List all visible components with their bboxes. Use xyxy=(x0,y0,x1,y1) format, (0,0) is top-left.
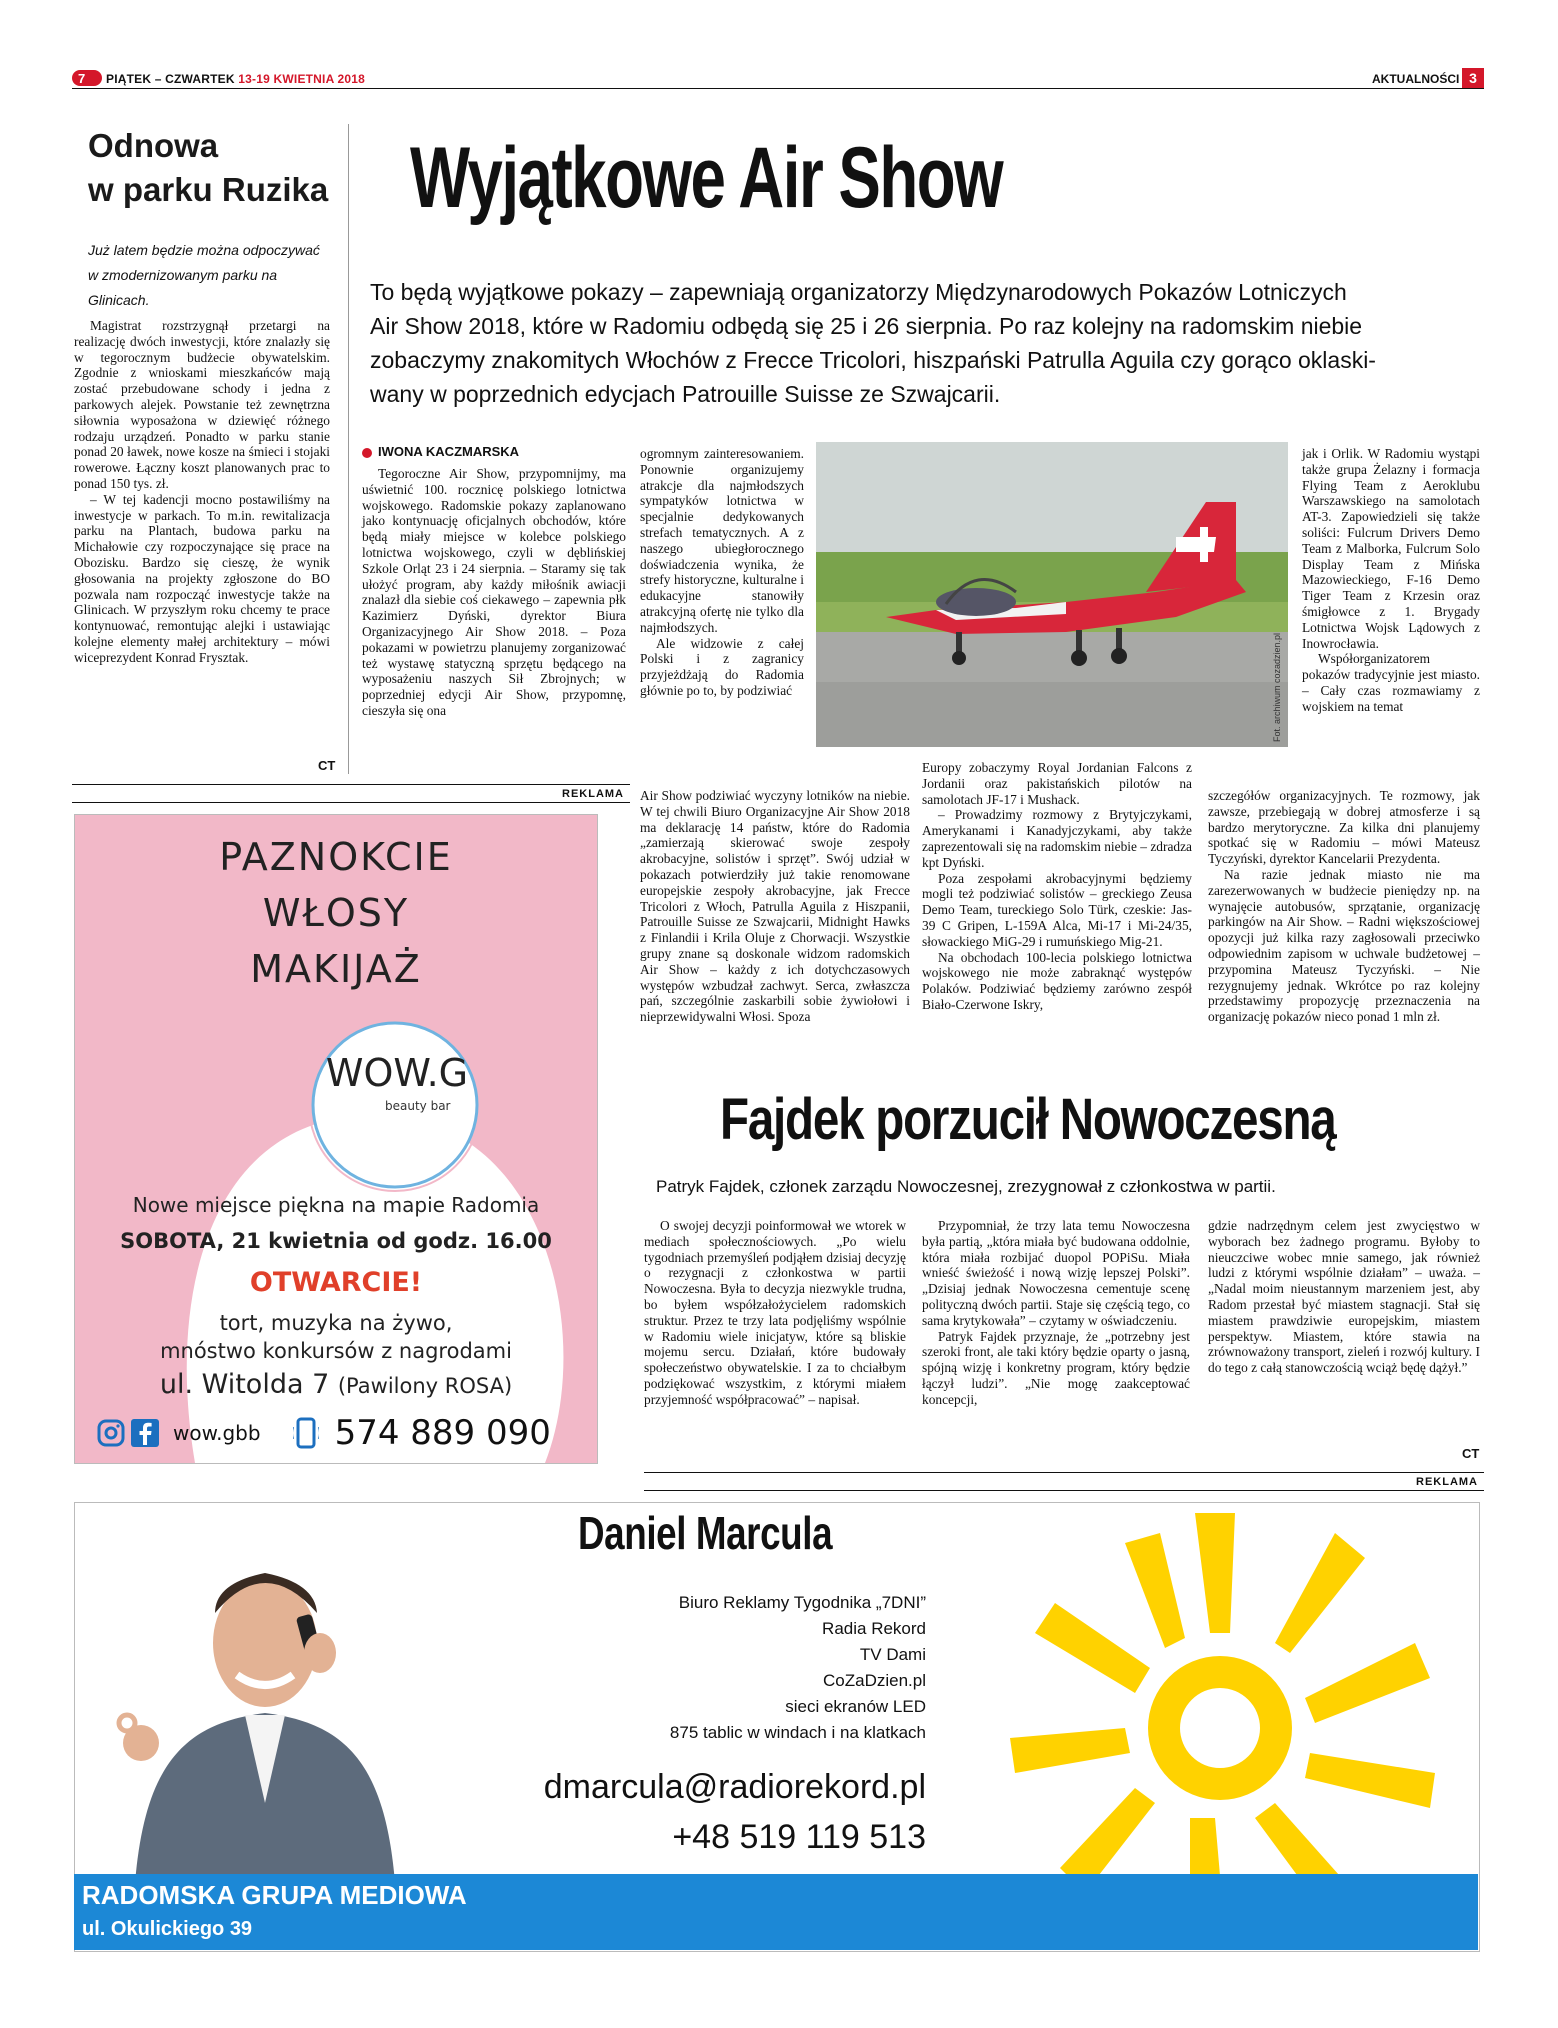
ad-contact-row xyxy=(97,1413,551,1453)
ad-service-item: TV Dami xyxy=(859,1645,926,1664)
paragraph: Na obchodach 100-lecia polskiego lotnictwa wojskowego nie może zabraknąć występów Polaków. Podziwiać będziemy zarówno zespół Biało-Czerwone Iskry, xyxy=(922,949,1192,1012)
facebook-icon xyxy=(131,1419,159,1447)
ad-service-item: CoZaDzien.pl xyxy=(823,1671,926,1690)
paragraph: szczegółów organizacyjnych. Te rozmowy, jak zawsze, przebiegają w dobrej atmosferze i są bardzo merytoryczne. Za kilka dni planujemy spotkać się w Radomiu – mówi Mateusz Tyczyński, dyrektor Kancelarii Prezydenta. xyxy=(1208,788,1480,867)
section-name: AKTUALNOŚCI xyxy=(1372,72,1460,86)
main-col1 xyxy=(362,466,626,719)
paragraph: ogromnym zainteresowaniem. Ponownie organizujemy atrakcje dla najmłodszych sympatyków lotnictwa w specjalnie dedykowanych strefach tematycznych. A z naszego ubiegłorocznego doświadczenia wynika, że strefy historyczne, kulturalne i edukacyjne stanowiły atrakcyjną ofertę nie tylko dla najmłodszych. xyxy=(640,446,804,635)
paragraph: Poza zespołami akrobacyjnymi będziemy mogli też podziwiać solistów – greckiego Zeusa Demo Team, tureckiego Solo Türk, czeskie: Jas-39 C Gripen, L-159A Alca, Mi-17 i Mi-24/35, słowackiego MiG-29 i rumuńskiego Mig-21. xyxy=(922,870,1192,949)
phone-icon xyxy=(293,1417,319,1449)
issue-dates: 13-19 KWIETNIA 2018 xyxy=(238,72,366,86)
second-lead: Patryk Fajdek, członek zarządu Nowoczesnej, zrezygnował z członkostwa w partii. xyxy=(656,1177,1276,1196)
ad-opening: OTWARCIE! xyxy=(249,1267,423,1298)
svg-text:7: 7 xyxy=(78,71,86,86)
ad-services-list xyxy=(670,1590,926,1746)
author-name: IWONA KACZMARSKA xyxy=(378,444,520,459)
ad-service-item: 875 tablic w windach i na klatkach xyxy=(669,1723,926,1742)
paragraph: – W tej kadencji mocno postawiliśmy na inwestycje w parkach. To m.in. rewitalizacja parku na Plantach, budowa parku na Michałowie czy rozpoczynające się prace na Obozisku. Bardzo się cieszę, że wynik głosowania na projekty zgłoszone do BO pozwala nam rozpocząć inwestycje także na Glinicach. W przyszłym roku chcemy te prace kontynuować, remontując alejki i ustawiając kolejne elementy małej architektury – mówi wiceprezydent Konrad Frysztak. xyxy=(74,491,330,665)
main-lead xyxy=(370,275,1458,411)
second-col2 xyxy=(922,1218,1190,1408)
lead-line: wany w poprzednich edycjach Patrouille Suisse ze Szwajcarii. xyxy=(370,381,1001,407)
ad-company-name: RADOMSKA GRUPA MEDIOWA xyxy=(82,1880,467,1910)
main-headline: Wyjątkowe Air Show xyxy=(410,130,1003,226)
jet-photo xyxy=(816,442,1288,747)
left-title-line2: w parku Ruzika xyxy=(88,171,329,208)
left-story-signature: CT xyxy=(318,758,336,773)
left-story-body xyxy=(74,318,330,666)
main-col4b xyxy=(1208,788,1480,1025)
lead-line: To będą wyjątkowe pokazy – zapewniają organizatorzy Międzynarodowych Pokazów Lotniczych xyxy=(370,279,1347,305)
left-title-line1: Odnowa xyxy=(88,127,219,164)
ad-social-handle: wow.gbb xyxy=(173,1421,261,1445)
ad-service-nails: PAZNOKCIE xyxy=(219,835,453,879)
lead-line: Air Show 2018, które w Radomiu odbędą się 25 i 26 sierpnia. Po raz kolejny na radomskim niebie xyxy=(370,313,1363,339)
main-col4a xyxy=(1302,446,1480,715)
paragraph: gdzie nadrzędnym celem jest zwycięstwo w wyborach bez żadnego programu. Byłoby to nieuczciwe wobec mnie samego, jak również ludzi z którymi wspólnie działam” – uważa. – „Nadal moim nieustannym marzeniem jest, aby Radom przestał być miastem stagnacji. Stał się miastem prawdziwie europejskim, miastem perspektyw. Miastem, które stawia na zrównoważony transport, zieleń i rozwój kultury. I do tego z całą stanowczością wciąż będę dążył.” xyxy=(1208,1218,1480,1376)
photo-credit: Fot. archiwum cozadzien.pl xyxy=(1272,632,1282,742)
left-lead-line2: w zmodernizowanym parku na Glinicach. xyxy=(88,267,278,308)
paragraph: Przypomniał, że trzy lata temu Nowoczesna była partią, „która miała być budowana oddolnie, która miała rozbijać duopol POPiSu. Miała wnieść świeżość i nową wizję lepszej Polski”. „Dzisiaj jednak Nowoczesna cementuje scenę polityczną dwóch partii. Staje się częścią tego, co sama krytykowała” – czytamy w oświadczeniu. xyxy=(922,1218,1190,1328)
sun-graphic xyxy=(1010,1513,1435,1933)
lead-line: zobaczymy znakomitych Włochów z Frecce Tricolori, hiszpański Patrulla Aguila czy gorąco oklaski- xyxy=(370,347,1376,373)
paragraph: Tegoroczne Air Show, przypomnijmy, ma uświetnić 100. rocznicę polskiego lotnictwa wojskowego. Radomskie pokazy zaplanowano jako kontynuację oficjalnych obchodów, które będą miały miejsce w kolebce polskiego lotnictwa wojskowego, czyli w dęblińskiej Szkole Orląt 23 i 24 sierpnia. – Staramy się tak ułożyć program, aby każdy miłośnik awiacji znalazł dla siebie coś ciekawego – zapewnia płk Kazimierz Dyński, dyrektor Biura Organizacyjnego Air Show 2018. – Poza pokazami w powietrzu planujemy zorganizować też wystawę statyczną sprzętu będącego na wyposażeniu naszych Sił Zbrojnych; w poprzedniej edycji Air Show, przypomnę, cieszyła się ona xyxy=(362,466,626,718)
beauty-bar-ad xyxy=(74,814,598,1464)
main-col2 xyxy=(640,446,804,699)
paragraph: Europy zobaczymy Royal Jordanian Falcons z Jordanii oraz pakistańskich pilotów na samolotach JF-17 i Mushack. xyxy=(922,760,1192,807)
newspaper-logo-icon xyxy=(72,70,102,86)
ad-company-bar xyxy=(74,1874,1478,1950)
ad-brand-sub: beauty bar xyxy=(385,1099,451,1113)
second-story-signature: CT xyxy=(1462,1446,1480,1461)
ad-service-item: sieci ekranów LED xyxy=(785,1697,926,1716)
paragraph: – Prowadzimy rozmowy z Brytyjczykami, Amerykanami i Kanadyjczykami, aby także zaprezentowali się na radomskim niebie – zdradza kpt Dyński. xyxy=(922,807,1192,870)
ad-service-item: Radia Rekord xyxy=(822,1619,926,1638)
paragraph: Patryk Fajdek przyznaje, że „potrzebny jest szeroki front, ale taki który będzie oparty o jasną, spójną wizję i konkretny program, który będzie łączył ludzi”. „Nie mogę zaakceptować koncepcji, xyxy=(922,1328,1190,1407)
second-headline: Fajdek porzucił Nowoczesną xyxy=(720,1087,1336,1152)
ad-brand-logo: WOW.G xyxy=(325,1051,469,1095)
paragraph: Ale widzowie z całej Polski i z zagranicy przyjeżdżają do Radomia głównie po to, by podziwiać xyxy=(640,635,804,698)
ad-event-date: SOBOTA, 21 kwietnia od godz. 16.00 xyxy=(120,1229,552,1253)
instagram-icon xyxy=(97,1419,125,1447)
paragraph: Air Show podziwiać wyczyny lotników na niebie. W tej chwili Biuro Organizacyjne Air Show 2018 ma deklarację 14 państw, które do Radomia „zamierzają skierować swoje zespoły akrobacyjne, solistów i sprzęt”. Swój udział w pokazach potwierdziły już takie renomowane europejskie zespoły akrobacyjne, jak Frecce Tricolori z Włoch, Patrulla Aguila z Hiszpanii, Patrouille Suisse ze Szwajcarii, Midnight Hawks z Finlandii i Krila Oluje z Chorwacji. Wszystkie grupy znane są doskonale widzom radomskich Air Show – każdy z ich dotychczasowych występów wzbudzał zachwyt. Serca, zwłaszcza pań, szczególnie zaskarbili sobie żywiołowi i nieprzewidywalni Włosi. Spoza xyxy=(640,788,910,1025)
main-col2b xyxy=(640,788,910,1025)
left-lead-line1: Już latem będzie można odpoczywać xyxy=(88,242,320,258)
page-number: 3 xyxy=(1462,68,1484,88)
ad-service-makeup: MAKIJAŻ xyxy=(250,947,422,991)
author-byline xyxy=(362,444,519,459)
ad-person-name: Daniel Marcula xyxy=(578,1507,833,1559)
paragraph: O swojej decyzji poinformował we wtorek w mediach społecznościowych. „Po wielu tygodniach przemyśleń podjąłem dzisiaj decyzję o rezygnacji z członkostwa w partii Nowoczesna. Była to decyzja niezwykle trudna, bo byłem współzałożycielem radomskich struktur. Przez te trzy lata podjęliśmy wspólnie w Radomiu wiele inicjatyw, które są bliskie mojemu sercu. Działań, które budowały społeczeństwo obywatelskie. I za to chciałbym podziękować wszystkim, z którymi miałem przyjemność współpracować” – napisał. xyxy=(644,1218,906,1407)
ad-address-note: (Pawilony ROSA) xyxy=(337,1374,513,1398)
ad-phone-number: +48 519 119 513 xyxy=(672,1818,926,1856)
ad-email: dmarcula@radiorekord.pl xyxy=(543,1768,926,1806)
bullet-icon xyxy=(362,448,372,458)
left-story-title xyxy=(88,124,338,212)
reklama-label: REKLAMA xyxy=(1416,1476,1478,1488)
reklama-label: REKLAMA xyxy=(562,788,624,800)
ad-extras-1: tort, muzyka na żywo, xyxy=(219,1311,453,1335)
ad-company-address: ul. Okulickiego 39 xyxy=(82,1918,253,1940)
ad-extras-2: mnóstwo konkursów z nagrodami xyxy=(160,1339,512,1363)
paragraph: Współorganizatorem pokazów tradycyjnie jest miasto. – Cały czas rozmawiamy z wojskiem na temat xyxy=(1302,651,1480,714)
paragraph: Magistrat rozstrzygnął przetargi na realizację dwóch inwestycji, które znalazły się w tegorocznym budżecie obywatelskim. Zgodnie z wnioskami mieszkańców mają zostać przebudowane schody i jedna z parkowych alejek. Powstanie też zewnętrzna siłownia wyposażona w dziewięć różnego rodzaju urządzeń. Ponadto w parku stanie ponad 20 ławek, nowe kosze na śmieci i stojaki rowerowe. Łączny koszt planowanych prac to ponad 150 tys. zł. xyxy=(74,318,330,491)
person-photo xyxy=(119,1573,395,1883)
ad-address xyxy=(75,1369,597,1400)
paragraph: Na razie jednak miasto nie ma zarezerwowanych w budżecie pieniędzy np. na wynajęcie autobusów, sprzątanie, organizację parkingów na Air Show. – Radni większościowej opozycji już kilka razy zagłosowali przeciwko odpowiednim zapisom w uchwale budżetowej – przypomina Mateusz Tyczyński. – Nie rezygnujemy jednak. Wkrótce po raz kolejny przedstawimy propozycję przeznaczenia na organizację pokazów nieco ponad 1 mln zł. xyxy=(1208,866,1480,1025)
ad-phone: 574 889 090 xyxy=(334,1413,551,1453)
ad-service-item: Biuro Reklamy Tygodnika „7DNI” xyxy=(678,1593,926,1612)
left-story-lead xyxy=(88,238,328,313)
ad-address-street: ul. Witolda 7 xyxy=(159,1369,330,1400)
second-col1 xyxy=(644,1218,906,1408)
ad-tagline: Nowe miejsce piękna na mapie Radomia xyxy=(132,1193,540,1217)
second-col3 xyxy=(1208,1218,1480,1376)
paragraph: jak i Orlik. W Radomiu wystąpi także grupa Żelazny i formacja Flying Team z Aeroklubu Warszawskiego na samolotach AT-3. Zapowiedzieli się także soliści: Fulcrum Drivers Demo Team z Malborka, Fulcrum Solo Display Team z Mińska Mazowieckiego, F-16 Demo Tiger Team z Krzesin oraz śmigłowce z 1. Brygady Lotnictwa Wojsk Lądowych z Inowrocławia. xyxy=(1302,446,1480,651)
main-col3 xyxy=(922,760,1192,1013)
issue-dateline xyxy=(106,72,365,86)
ad-service-hair: WŁOSY xyxy=(262,891,410,935)
issue-days: PIĄTEK – CZWARTEK xyxy=(106,72,235,86)
